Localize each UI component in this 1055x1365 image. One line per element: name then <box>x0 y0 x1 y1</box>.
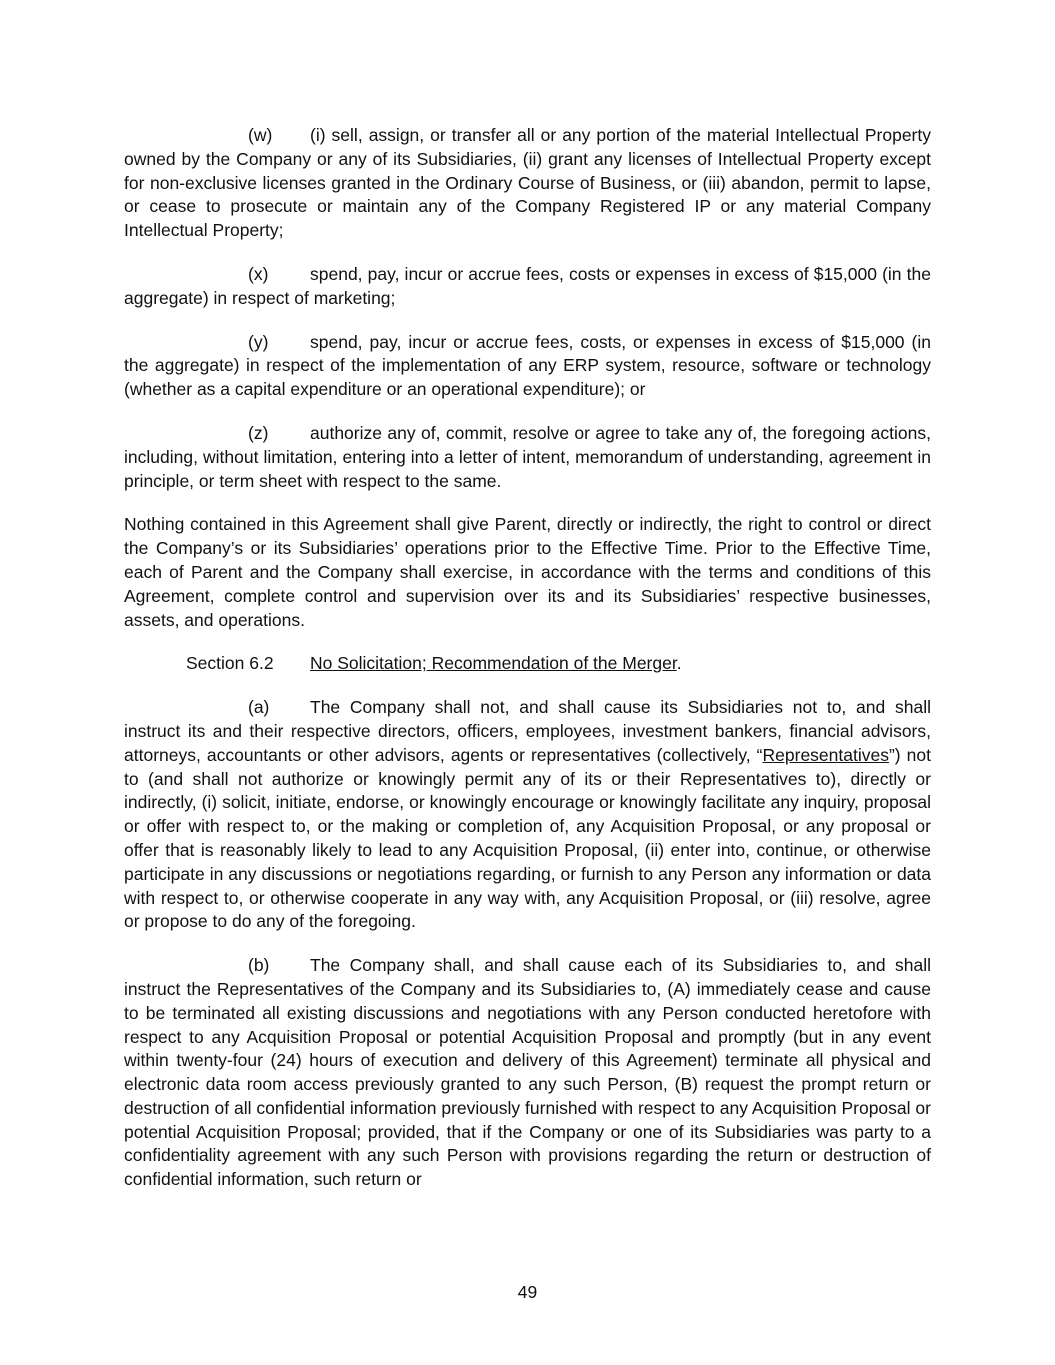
defined-term-representatives: Representatives <box>762 744 889 765</box>
paragraph-z-text: authorize any of, commit, resolve or agree to take any of, the foregoing actions, including, without limitation, entering into a letter of intent, memorandum of understanding, agreement in principle, or term sheet with respect to the same. <box>124 422 931 491</box>
subsection-a <box>124 696 931 934</box>
paragraph-nothing-contained: Nothing contained in this Agreement shall give Parent, directly or indirectly, the right to control or direct the Company’s or its Subsidiaries’ operations prior to the Effective Time. Prior to the Effective Time, each of Parent and the Company shall exercise, in accordance with the terms and conditions of this Agreement, complete control and supervision over its and its Subsidiaries’ respective businesses, assets, and operations. <box>124 514 931 630</box>
paragraph-y-text: spend, pay, incur or accrue fees, costs, or expenses in excess of $15,000 (in the aggregate) in respect of the implementation of any ERP system, resource, software or technology (whether as a capital expenditure or an operational expenditure); or <box>124 331 931 400</box>
document-page <box>124 124 931 1212</box>
paragraph-x <box>124 263 931 311</box>
section-number: Section 6.2 <box>186 653 274 674</box>
subsection-b <box>124 954 931 1192</box>
paragraph-y-label: (y) <box>248 331 269 352</box>
paragraph-w-label: (w) <box>248 125 273 145</box>
subsection-b-text: The Company shall, and shall cause each of its Subsidiaries to, and shall instruct the Representatives of the Company and its Subsidiaries to, (A) immediately cease and cause to be terminated all existing discussions and negotiations with any Person conducted heretofore with respect to any Acquisition Proposal or potential Acquisition Proposal and promptly (but in any event within twenty-four (24) hours of execution and delivery of this Agreement) terminate all physical and electronic data room access previously granted to any such Person, (B) request the prompt return or destruction of all confidential information previously furnished with respect to any Acquisition Proposal or potential Acquisition Proposal; provided, that if the Company or one of its Subsidiaries was party to a confidentiality agreement with any such Person with provisions regarding the return or destruction of confidential information, such return or <box>124 955 931 1190</box>
paragraph-z-label: (z) <box>248 422 269 443</box>
subsection-a-label: (a) <box>248 697 270 718</box>
paragraph-w-text: (i) sell, assign, or transfer all or any portion of the material Intellectual Property owned by the Company or any of its Subsidiaries, (ii) grant any licenses of Intellectual Property except for non-exclusive licenses granted in the Ordinary Course of Business, or (iii) abandon, permit to lapse, or cease to prosecute or maintain any of the Company Registered IP or any material Company Intellectual Property; <box>124 125 931 241</box>
paragraph-w <box>124 124 931 243</box>
paragraph-z <box>124 422 931 493</box>
subsection-a-text-before: The Company shall not, and shall cause its Subsidiaries not to, and shall instruct its and their respective directors, officers, employees, investment bankers, financial advisors, attorneys, accountants or other advisors, agents or representatives (collectively, “ <box>124 697 931 765</box>
subsection-b-label: (b) <box>248 955 270 976</box>
subsection-a-text-after: ”) not to (and shall not authorize or knowingly permit any of its or their Representatives to), directly or indirectly, (i) solicit, initiate, endorse, or knowingly encourage or knowingly facilitate any inquiry, proposal or offer with respect to, or the making or completion of, any Acquisition Proposal, or any proposal or offer that is reasonably likely to lead to any Acquisition Proposal, (ii) enter into, continue, or otherwise participate in any discussions or negotiations regarding, or furnish to any Person any information or data with respect to, or otherwise cooperate in any way with, any Acquisition Proposal, or (iii) resolve, agree or propose to do any of the foregoing. <box>124 744 931 932</box>
page-number: 49 <box>517 1282 538 1302</box>
section-title: No Solicitation; Recommendation of the Merger <box>310 653 677 674</box>
section-heading <box>124 652 931 676</box>
paragraph-x-label: (x) <box>248 263 269 284</box>
paragraph-x-text: spend, pay, incur or accrue fees, costs or expenses in excess of $15,000 (in the aggregate) in respect of marketing; <box>124 263 931 308</box>
section-title-period: . <box>676 653 682 674</box>
paragraph-y <box>124 331 931 402</box>
